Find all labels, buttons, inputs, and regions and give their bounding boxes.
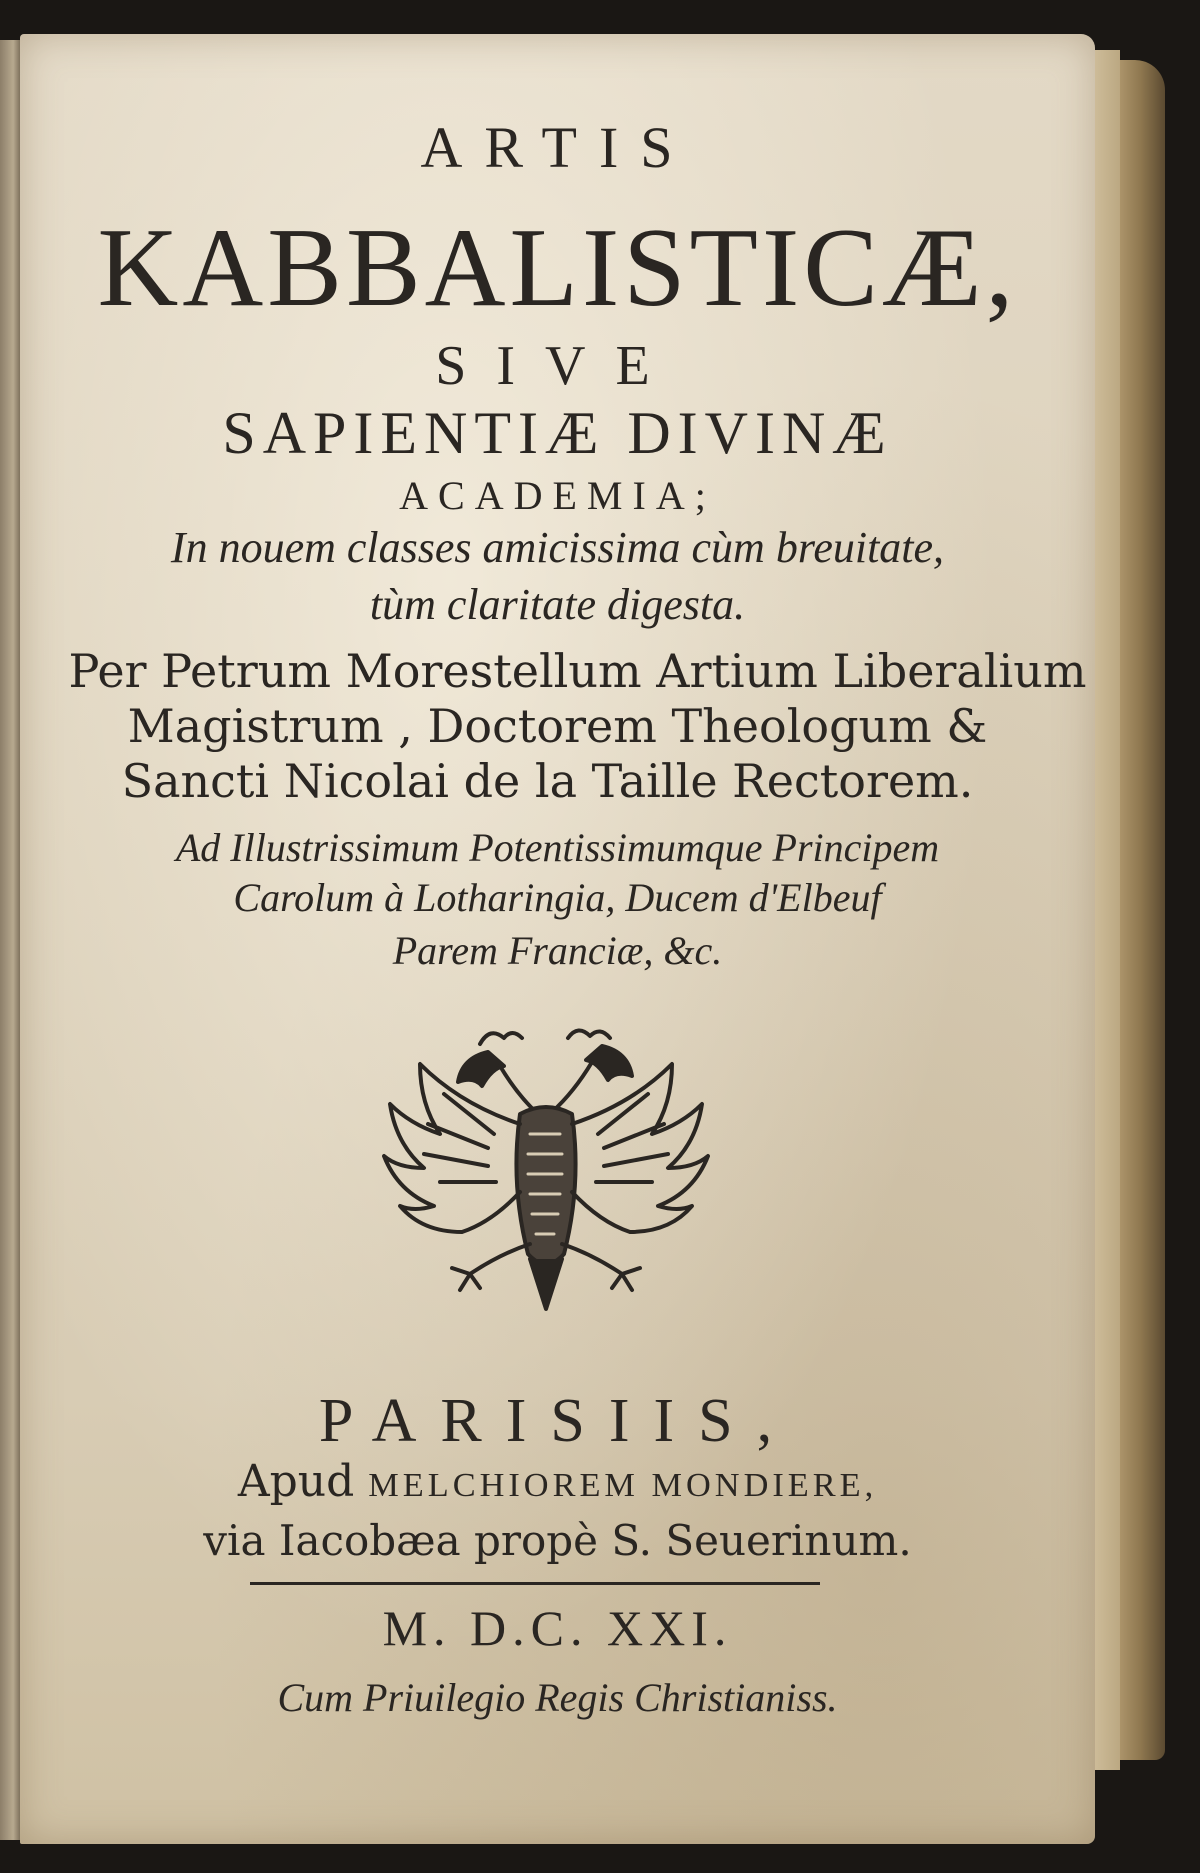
- imprint-rule: [250, 1582, 820, 1585]
- author-line-2: Magistrum , Doctorem Theologum &: [127, 699, 988, 753]
- title-page: [20, 34, 1095, 1844]
- imprint-place: PARISIIS,: [318, 1387, 797, 1455]
- dedication-line-1: Ad Illustrissimum Potentissimumque Principem: [175, 825, 940, 870]
- title-line-artis: ARTIS: [420, 115, 695, 180]
- subtitle-line-2: tùm claritate digesta.: [369, 580, 746, 629]
- title-line-kabbalisticae: KABBALISTICÆ,: [97, 206, 1018, 330]
- title-line-sapientiae: SAPIENTIÆ DIVINÆ: [222, 400, 893, 466]
- title-line-sive: SIVE: [435, 335, 680, 397]
- title-line-academia: ACADEMIA;: [399, 473, 716, 518]
- facing-page-edge: [0, 40, 22, 1840]
- privilege-line: Cum Priuilegio Regis Christianiss.: [277, 1675, 838, 1720]
- imprint-apud: Apud: [237, 1456, 355, 1507]
- author-line-3: Sancti Nicolai de la Taille Rectorem.: [121, 754, 974, 808]
- imprint-printer-name: MELCHIOREM MONDIERE,: [368, 1466, 878, 1504]
- imprint-printer-line: [20, 1456, 1095, 1507]
- dedication-line-3: Parem Franciæ, &c.: [392, 928, 723, 973]
- imprint-date: M. D.C. XXI.: [382, 1600, 733, 1656]
- double-headed-eagle-icon: [380, 1004, 710, 1334]
- dedication-line-2: Carolum à Lotharingia, Ducem d'Elbeuf: [233, 875, 882, 920]
- author-line-1: Per Petrum Morestellum Artium Liberalium: [68, 644, 1087, 698]
- subtitle-line-1: In nouem classes amicissima cùm breuitate,: [170, 523, 945, 572]
- imprint-address: via Iacobæa propè S. Seuerinum.: [203, 1516, 912, 1565]
